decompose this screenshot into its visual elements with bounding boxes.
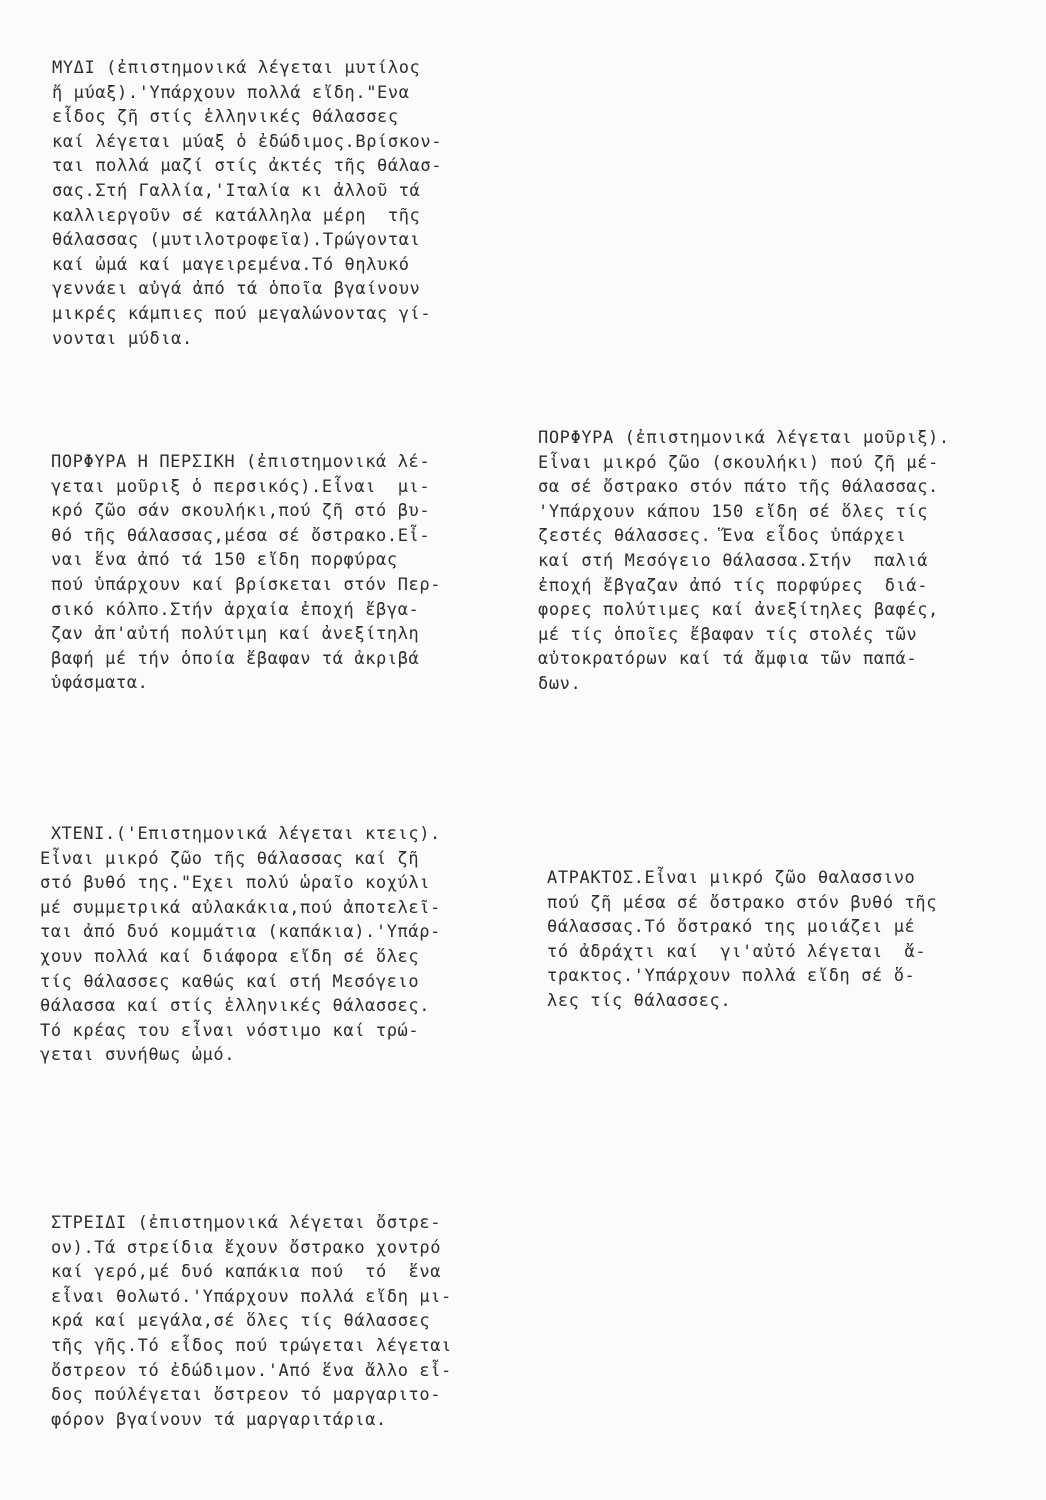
text-line: ΠΟΡΦΥΡΑ (ἐπιστημονικά λέγεται μοῦριξ). [538, 428, 950, 448]
text-line: μέ συμμετρικά αὐλακάκια,πού ἀποτελεῖ- [40, 897, 441, 918]
text-line: κρά καί μεγάλα,σέ ὅλες τίς θάλασσες [51, 1311, 431, 1332]
text-line: εἶναι θολωτό.'Υπάρχουν πολλά εἴδη μι- [51, 1286, 452, 1307]
text-line: δος πούλέγεται ὄστρεον τό μαργαριτο- [51, 1385, 442, 1406]
text-line: φόρον βγαίνουν τά μαργαριτάρια. [51, 1409, 387, 1430]
text-line: εἶδος ζῆ στίς ἑλληνικές θάλασσες [52, 107, 399, 128]
text-line: γεται μοῦριξ ὁ περσικός).Εἶναι μι- [51, 476, 431, 497]
text-line: λες τίς θάλασσες. [547, 990, 732, 1011]
text-line: Εἶναι μικρό ζῶο τῆς θάλασσας καί ζῆ [40, 848, 420, 869]
text-line: θάλασσας.Τό ὄστρακό της μοιάζει μέ [547, 917, 916, 938]
text-line: σικό κόλπο.Στήν ἀρχαία ἐποχή ἔβγα- [51, 599, 420, 620]
text-line: θάλασσας (μυτιλοτροφεῖα).Τρώγονται [52, 230, 421, 251]
text-line: βαφή μέ τήν ὁποία ἔβαφαν τά ἀκριβά [51, 648, 420, 669]
entry-porfyra-persiki [51, 450, 441, 696]
text-line: καί λέγεται μύαξ ὁ ἐδώδιμος.Βρίσκον- [52, 131, 443, 152]
text-line: Τό κρέας του εἶναι νόστιμο καί τρώ- [40, 1020, 420, 1041]
text-line: φορες πολύτιμες καί ἀνεξίτηλες βαφές, [538, 600, 939, 621]
text-line: ΑΤΡΑΚΤΟΣ.Εἶναι μικρό ζῶο θαλασσινο [547, 868, 916, 888]
text-line: ται ἀπό δυό κομμάτια (καπάκια).'Υπάρ- [40, 922, 441, 943]
text-line: ναι ἕνα ἀπό τά 150 εἴδη πορφύρας [51, 550, 398, 571]
text-line: θάλασσα καί στίς ἑλληνικές θάλασσες. [40, 996, 431, 1017]
text-line: θό τῆς θάλασσας,μέσα σέ ὄστρακο.Εἶ- [51, 525, 431, 546]
text-line: καί ὠμά καί μαγειρεμένα.Τό θηλυκό [52, 254, 410, 275]
text-line: ἤ μύαξ).'Υπάρχουν πολλά εἴδη."Ενα [52, 82, 410, 103]
text-line: καί γερό,μέ δυό καπάκια πού τό ἕνα [51, 1262, 442, 1283]
text-line: τίς θάλασσες καθώς καί στή Μεσόγειο [40, 971, 420, 992]
text-line: γεννάει αὐγά ἀπό τά ὁποῖα βγαίνουν [52, 279, 421, 300]
text-line: ον).Τά στρείδια ἔχουν ὄστρακο χοντρό [51, 1237, 442, 1258]
entry-streidi [51, 1211, 452, 1432]
text-line: ὄστρεον τό ἐδώδιμον.'Από ἕνα ἄλλο εἶ- [51, 1360, 452, 1381]
text-line: ὑφάσματα. [51, 673, 149, 694]
text-line: πού ὑπάρχουν καί βρίσκεται στόν Περ- [51, 574, 442, 595]
text-line: γεται συνήθως ὠμό. [40, 1045, 236, 1066]
text-line: τό ἀδράχτι καί γι'αὐτό λέγεται ἄ- [547, 941, 927, 962]
text-line: σας.Στή Γαλλία,'Ιταλία κι ἀλλοῦ τά [52, 180, 421, 201]
text-line: 'Υπάρχουν κάπου 150 εἴδη σέ ὅλες τίς [538, 501, 929, 522]
text-line: αὐτοκρατόρων καί τά ἄμφια τῶν παπά- [538, 649, 918, 670]
text-line: νονται μύδια. [52, 328, 193, 349]
entry-porfyra [538, 426, 950, 697]
text-line: πού ζῆ μέσα σέ ὄστρακο στόν βυθό τῆς [547, 892, 938, 913]
text-line: ἐποχή ἔβγαζαν ἀπό τίς πορφύρες διά- [538, 575, 929, 596]
text-line: σα σέ ὄστρακο στόν πάτο τῆς θάλασσας. [538, 477, 939, 498]
entry-atraktos [547, 866, 937, 1014]
text-line: ΠΟΡΦΥΡΑ Η ΠΕΡΣΙΚΗ (ἐπιστημονικά λέ- [51, 452, 431, 472]
text-line: ται πολλά μαζί στίς ἀκτές τῆς θάλασ- [52, 156, 443, 177]
text-line: τρακτος.'Υπάρχουν πολλά εἴδη σέ ὅ- [547, 966, 916, 987]
text-line: μέ τίς ὁποῖες ἔβαφαν τίς στολές τῶν [538, 624, 918, 645]
text-line: ΧΤΕΝΙ.('Επιστημονικά λέγεται κτεις). [40, 824, 441, 844]
text-line: δων. [538, 673, 582, 694]
entry-mydi [52, 56, 442, 351]
text-line: μικρές κάμπιες πού μεγαλώνοντας γί- [52, 303, 432, 324]
text-line: ΣΤΡΕΙΔΙ (ἐπιστημονικά λέγεται ὄστρε- [51, 1213, 442, 1233]
text-line: ζεστές θάλασσες. Ἕνα εἶδος ὑπάρχει [538, 526, 907, 547]
entry-xteni [40, 822, 441, 1068]
text-line: τῆς γῆς.Τό εἶδος πού τρώγεται λέγεται [51, 1335, 452, 1356]
text-line: ζαν ἀπ'αὐτή πολύτιμη καί ἀνεξίτηλη [51, 624, 420, 645]
text-line: κρό ζῶο σάν σκουλήκι,πού ζῆ στό βυ- [51, 501, 431, 522]
text-line: καί στή Μεσόγειο θάλασσα.Στήν παλιά [538, 550, 929, 571]
text-line: Εἶναι μικρό ζῶο (σκουλήκι) πού ζῆ μέ- [538, 452, 939, 473]
text-line: χουν πολλά καί διάφορα εἴδη σέ ὅλες [40, 946, 420, 967]
text-line: ΜΥΔΙ (ἐπιστημονικά λέγεται μυτίλος [52, 58, 421, 78]
text-line: στό βυθό της."Εχει πολύ ὡραῖο κοχύλι [40, 873, 431, 894]
text-line: καλλιεργοῦν σέ κατάλληλα μέρη τῆς [52, 205, 421, 226]
